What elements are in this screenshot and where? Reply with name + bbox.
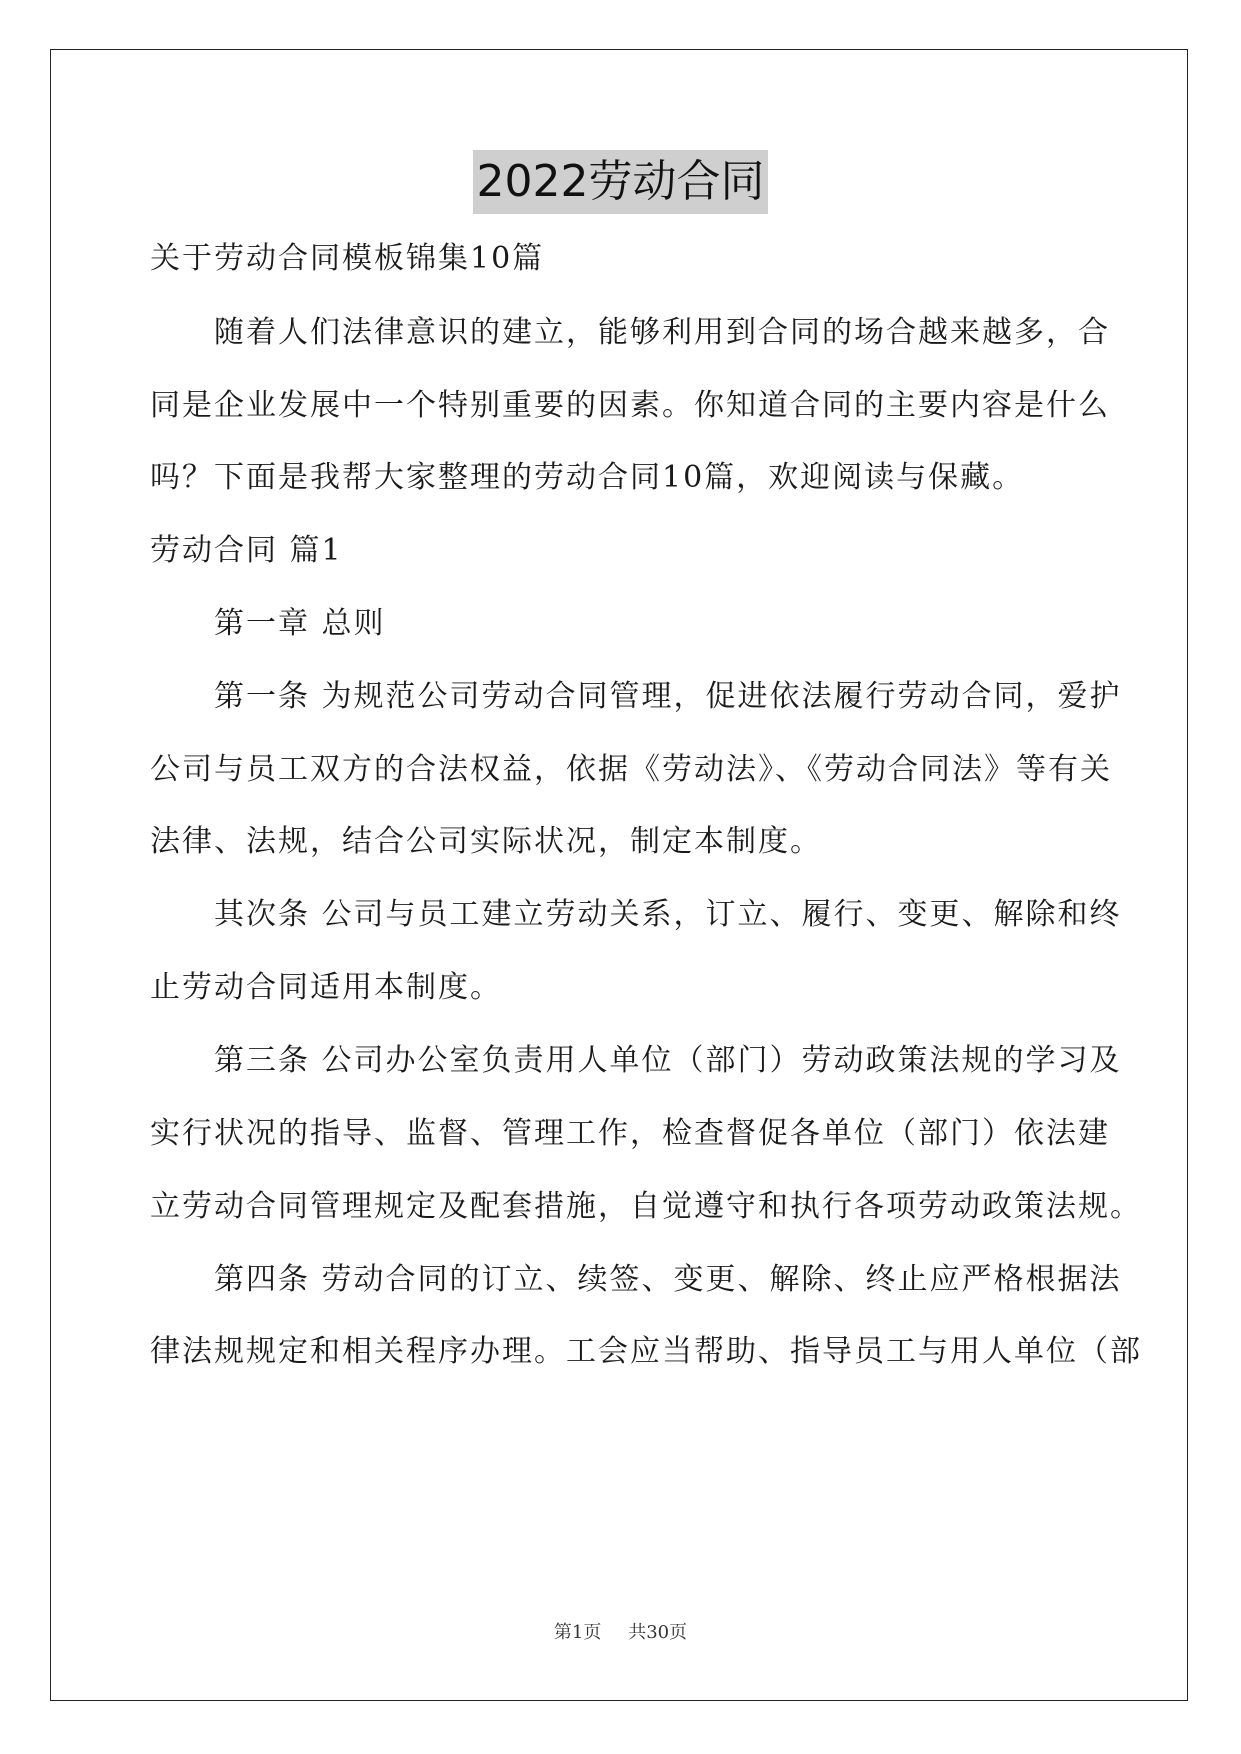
chapter-heading: 第一章 总则 <box>214 606 386 641</box>
article-line: 实行状况的指导、监督、管理工作，检查督促各单位（部门）依法建 <box>150 1116 1110 1151</box>
article-line: 第四条 劳动合同的订立、续签、变更、解除、终止应严格根据法 <box>214 1262 1122 1297</box>
paragraph-line: 随着人们法律意识的建立，能够利用到合同的场合越来越多，合 <box>214 315 1110 350</box>
article-line: 止劳动合同适用本制度。 <box>150 970 502 1005</box>
title-container <box>0 150 1241 214</box>
page-footer <box>0 1618 1241 1644</box>
paragraph-line: 同是企业发展中一个特别重要的因素。你知道合同的主要内容是什么 <box>150 388 1110 423</box>
article-line: 其次条 公司与员工建立劳动关系，订立、履行、变更、解除和终 <box>214 897 1122 932</box>
document-title: 2022劳动合同 <box>473 150 769 214</box>
subtitle-line: 关于劳动合同模板锦集10篇 <box>150 241 545 276</box>
article-line: 法律、法规，结合公司实际状况，制定本制度。 <box>150 824 822 859</box>
paragraph-line: 吗？下面是我帮大家整理的劳动合同10篇，欢迎阅读与保藏。 <box>150 460 1025 495</box>
article-line: 立劳动合同管理规定及配套措施，自觉遵守和执行各项劳动政策法规。 <box>150 1189 1142 1224</box>
article-line: 第一条 为规范公司劳动合同管理，促进依法履行劳动合同，爱护 <box>214 679 1122 714</box>
article-line: 律法规规定和相关程序办理。工会应当帮助、指导员工与用人单位（部 <box>150 1334 1142 1369</box>
article-line: 第三条 公司办公室负责用人单位（部门）劳动政策法规的学习及 <box>214 1043 1122 1078</box>
page-number: 第1页 <box>553 1622 602 1643</box>
page-border <box>50 49 1188 1701</box>
section-heading: 劳动合同 篇1 <box>150 533 343 568</box>
total-pages: 共30页 <box>628 1622 688 1643</box>
article-line: 公司与员工双方的合法权益，依据《劳动法》、《劳动合同法》等有关 <box>150 752 1112 787</box>
